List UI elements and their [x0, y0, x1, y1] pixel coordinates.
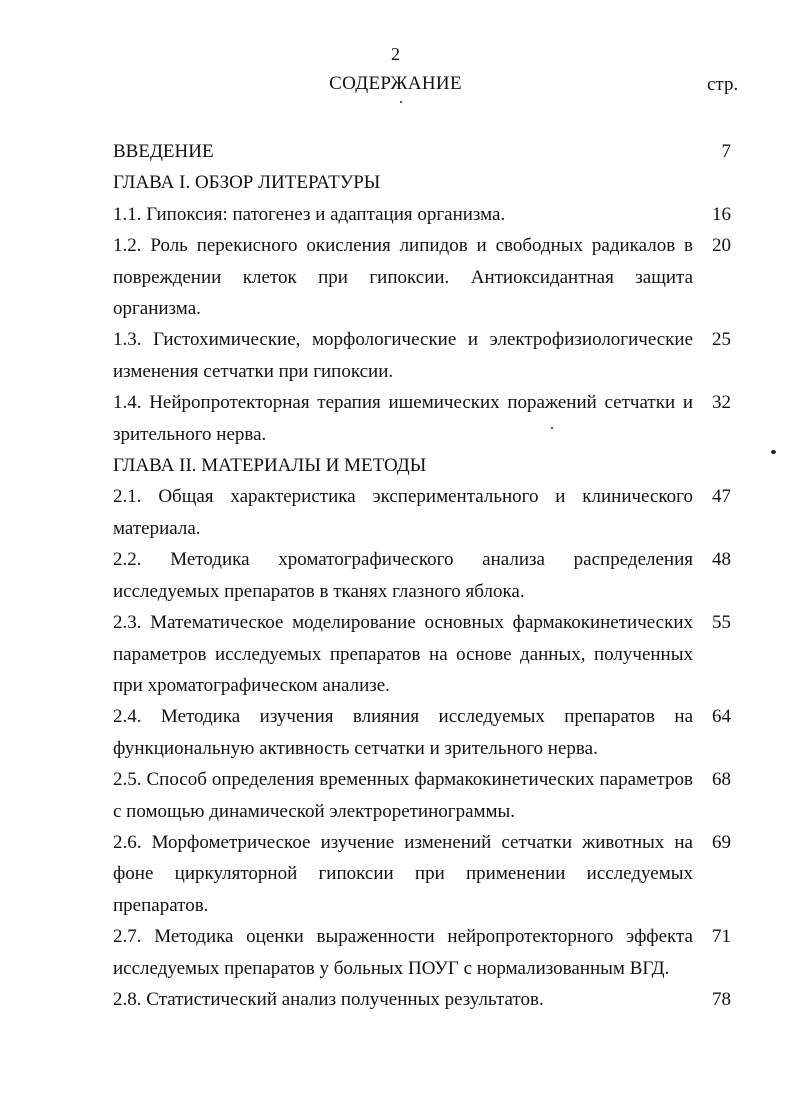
toc-entry-text: 1.4. Нейропротекторная терапия ишемических поражений сетчатки и зрительного нерва.	[113, 392, 693, 445]
toc-entry-text: 2.5. Способ определения временных фармакокинетических параметров с помощью динамической электроретинограммы.	[113, 769, 693, 822]
toc-entry-text: 2.4. Методика изучения влияния исследуемых препаратов на функциональную активность сетчатки и зрительного нерва.	[113, 706, 693, 759]
toc-entry-chapter-2	[113, 450, 743, 481]
toc-entry-page: 64	[712, 706, 731, 728]
toc-entry-text: 2.3. Математическое моделирование основных фармакокинетических параметров исследуемых препаратов на основе данных, полученных при хроматографическом анализе.	[113, 612, 693, 696]
toc-entry-page: 55	[712, 612, 731, 634]
toc-entry-chapter-1	[113, 167, 743, 198]
toc-entry-1-3	[113, 324, 743, 387]
toc-entry-text: ГЛАВА I. ОБЗОР ЛИТЕРАТУРЫ	[113, 172, 381, 194]
toc-entry-page: 16	[712, 203, 731, 225]
toc-entry-2-3	[113, 607, 743, 701]
toc-entry-text: 2.1. Общая характеристика экспериментального и клинического материала.	[113, 486, 693, 539]
toc-entry-2-2	[113, 544, 743, 607]
page-number: 2	[391, 44, 400, 64]
toc-entry-page: 78	[712, 988, 731, 1010]
toc-entry-text: 1.3. Гистохимические, морфологические и электрофизиологические изменения сетчатки при гипоксии.	[113, 329, 693, 382]
toc-entry-text: 2.7. Методика оценки выраженности нейропротекторного эффекта исследуемых препаратов у больных ПОУГ с нормализованным ВГД.	[113, 926, 693, 979]
toc-entry-page: 20	[712, 235, 731, 257]
toc-entry-1-2	[113, 230, 743, 324]
toc-entry-text: 2.6. Морфометрическое изучение изменений сетчатки животных на фоне циркуляторной гипоксии при применении исследуемых препаратов.	[113, 831, 693, 916]
toc-title: СОДЕРЖАНИЕ	[329, 73, 462, 94]
toc-entry-2-7	[113, 921, 743, 984]
toc-entry-2-1	[113, 481, 743, 544]
toc-entry-text: ГЛАВА II. МАТЕРИАЛЫ И МЕТОДЫ	[113, 455, 427, 477]
toc-entry-text: 1.2. Роль перекисного окисления липидов и свободных радикалов в повреждении клеток при гипоксии. Антиоксидантная защита организма.	[113, 235, 693, 320]
toc-entry-2-5	[113, 764, 743, 827]
toc-entry-text: 2.8. Статистический анализ полученных результатов.	[113, 988, 544, 1010]
toc-list	[113, 136, 743, 1015]
toc-entry-page: 68	[712, 769, 731, 791]
toc-entry-text: 2.2. Методика хроматографического анализа распределения исследуемых препаратов в тканях глазного яблока.	[113, 549, 693, 602]
toc-entry-2-6	[113, 827, 743, 921]
page-column-header: стр.	[707, 74, 739, 95]
toc-entry-1-1	[113, 199, 743, 230]
toc-entry-page: 7	[721, 141, 731, 162]
toc-entry-page: 48	[712, 549, 731, 571]
toc-entry-page: 32	[712, 392, 731, 414]
toc-entry-introduction	[113, 136, 743, 167]
toc-entry-text: ВВЕДЕНИЕ	[113, 141, 214, 162]
toc-entry-page: 25	[712, 329, 731, 351]
toc-entry-2-4	[113, 701, 743, 764]
scan-speck	[400, 101, 402, 103]
toc-entry-page: 47	[712, 486, 731, 508]
scan-speck	[771, 450, 776, 454]
toc-entry-2-8	[113, 984, 743, 1015]
toc-entry-text: 1.1. Гипоксия: патогенез и адаптация организма.	[113, 203, 506, 225]
toc-entry-1-4	[113, 387, 743, 450]
toc-entry-page: 71	[712, 926, 731, 948]
toc-entry-page: 69	[712, 831, 731, 853]
